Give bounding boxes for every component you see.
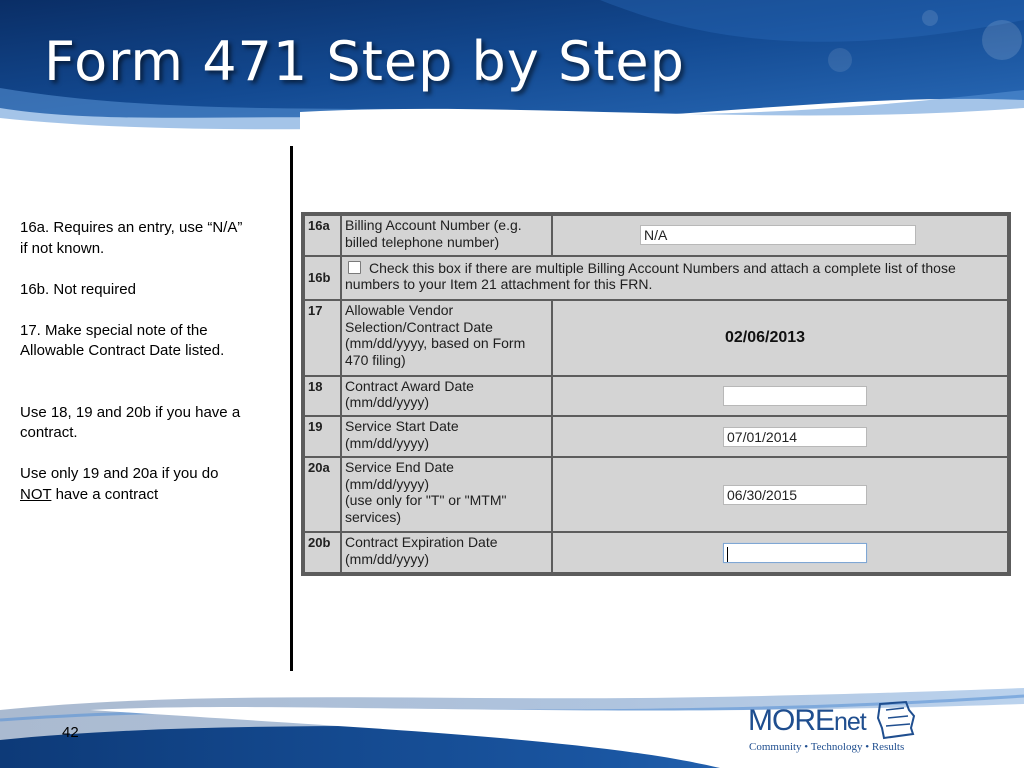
note-16a-line2: if not known. [20,239,105,257]
note-17-line1: 17. Make special note of the [20,321,208,339]
note-contract-line1: Use 18, 19 and 20b if you have a [20,403,241,421]
text-caret [727,547,728,562]
logo-name-main: MORE [748,704,834,737]
morenet-logo [748,704,928,760]
contract-award-date-input[interactable] [723,386,867,406]
instruction-notes [20,218,282,505]
contract-expiration-date-input[interactable] [723,543,867,563]
form-row-16b [305,257,1007,300]
multiple-ban-checkbox[interactable] [348,261,361,274]
field-label: Allowable Vendor Selection/Contract Date (mm/dd/yyyy, based on Form 470 filing) [342,301,551,374]
item-number: 18 [305,377,340,416]
item-number: 16b [305,257,340,300]
form-row-19 [305,417,1007,456]
logo-name-small: net [834,708,866,736]
form-row-20b [305,533,1007,572]
item-number: 17 [305,301,340,374]
field-label: Check this box if there are multiple Billing Account Numbers and attach a complete list of those numbers to your Item 21 attachment for this FRN. [342,257,1007,300]
field-label: Service End Date (mm/dd/yyyy) (use only for "T" or "MTM" services) [342,458,551,531]
header-banner [0,0,1024,135]
form-row-18 [305,377,1007,416]
field-label: Service Start Date (mm/dd/yyyy) [342,417,551,456]
field-label: Billing Account Number (e.g. billed telephone number) [342,216,551,255]
field-label: Contract Expiration Date (mm/dd/yyyy) [342,533,551,572]
note-16b: 16b. Not required [20,280,136,298]
form-row-20a [305,458,1007,531]
service-start-date-input[interactable]: 07/01/2014 [723,427,867,447]
slide-title: Form 471 Step by Step [44,30,685,93]
form-row-16a [305,216,1007,255]
note-16a-line1: 16a. Requires an entry, use “N/A” [20,219,243,236]
note-not-emphasis: NOT [20,485,52,503]
note-17-line2: Allowable Contract Date listed. [20,342,225,359]
billing-account-number-input[interactable]: N/A [640,225,916,245]
field-label: Contract Award Date (mm/dd/yyyy) [342,377,551,416]
note-no-contract-line2 [20,485,282,506]
note-no-contract-line1: Use only 19 and 20a if you do [20,465,219,482]
note-contract-line2: contract. [20,424,78,441]
item-number: 16a [305,216,340,255]
form-table [303,214,1009,574]
item-number: 20a [305,458,340,531]
form-row-17 [305,301,1007,374]
note-no-contract-rest: have a contract [51,485,159,503]
page-number: 42 [62,724,79,741]
item-number: 20b [305,533,340,572]
item-number: 19 [305,417,340,456]
allowable-contract-date-value: 02/06/2013 [724,329,806,347]
form-471-block [301,212,1011,576]
logo-tagline: Community • Technology • Results [749,741,905,753]
vertical-divider [290,146,293,671]
missouri-map-icon [876,698,916,742]
service-end-date-input[interactable]: 06/30/2015 [723,485,867,505]
